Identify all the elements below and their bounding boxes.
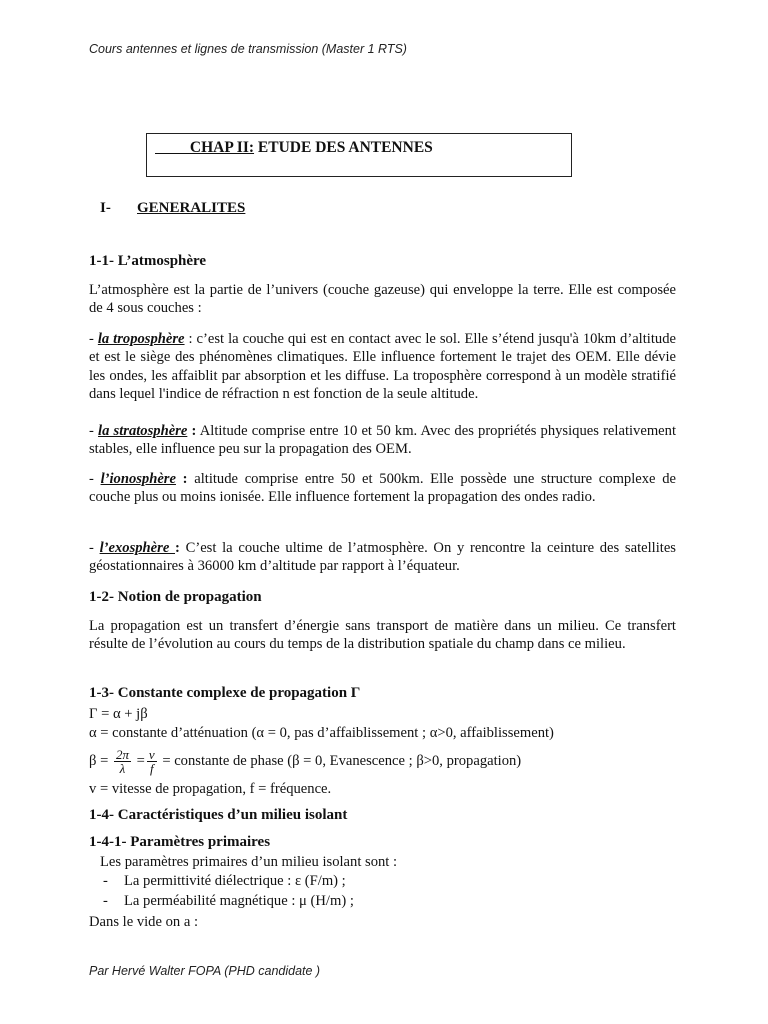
section-number: I- <box>100 200 111 216</box>
stratosphere-term: la stratosphère <box>98 423 188 439</box>
exosphere-text: C’est la couche ultime de l’atmosphère. On y rencontre la ceinture des satellites géostationnaires à 36000 km d’altitude par rapport à l’équateur. <box>89 540 676 575</box>
bullet-dash: - <box>103 873 108 889</box>
chapter-title <box>155 139 433 157</box>
ionosphere-paragraph: - l’ionosphère : altitude comprise entre 50 et 500km. Elle possède une structure complexe de couche plus ou moins ionisée. Elle influence fortement la propagation des ondes radio. <box>89 471 676 506</box>
equation-gamma: Γ = α + jβ <box>89 706 148 722</box>
fraction-v-f: $\frac{v}{f}$ <box>148 747 155 777</box>
equation-beta: β = $\frac{2\pi}{\lambda}$ = $\frac{v}{f}$ = constante de phase (β = 0, Evanescence ; β>0, propagation) <box>89 747 522 777</box>
troposphere-text: : c’est la couche qui est en contact avec le sol. Elle s’étend jusqu'à 10km d’altitude et est le siège des phénomènes climatiques. Elle influence fortement le trajet des OEM. Elle dévie les ondes, les affaiblit par absorption et les diffuse. La troposphère correspond à un modèle stratifié dans lequel l'indice de réfraction n est fonction de la seule altitude. <box>89 331 676 403</box>
subsection-title-1-4: 1-4- Caractéristiques d’un milieu isolant <box>89 807 348 823</box>
atmosphere-intro: L’atmosphère est la partie de l’univers (couche gazeuse) qui enveloppe la terre. Elle est composée de 4 sous couches : <box>89 282 676 317</box>
equation-alpha: α = constante d’atténuation (α = 0, pas d’affaiblissement ; α>0, affaiblissement) <box>89 725 554 741</box>
fraction-2pi-lambda: $\frac{2\pi}{\lambda}$ <box>115 747 129 777</box>
stratosphere-paragraph: - la stratosphère : Altitude comprise entre 10 et 50 km. Avec des propriétés physiques relativement stables, elle influence peu sur la propagation des OEM. <box>89 423 677 458</box>
list-item-permittivity: La permittivité diélectrique : ε (F/m) ; <box>124 873 346 889</box>
ionosphere-text: altitude comprise entre 50 et 500km. Elle possède une structure complexe de couche plus ou moins ionisée. Elle influence fortement la propagation des ondes radio. <box>89 471 676 506</box>
exosphere-paragraph: - l’exosphère : C’est la couche ultime de l’atmosphère. On y rencontre la ceinture des satellites géostationnaires à 36000 km d’altitude par rapport à l’équateur. <box>89 540 676 575</box>
exosphere-term: l’exosphère <box>99 540 176 556</box>
bullet-dash: - <box>103 893 108 909</box>
section-title: GENERALITES <box>137 200 246 216</box>
vacuum-line: Dans le vide on a : <box>89 914 199 930</box>
page-header: Cours antennes et lignes de transmission (Master 1 RTS) <box>89 42 407 56</box>
subsection-title-1-4-1: 1-4-1- Paramètres primaires <box>89 834 271 850</box>
subsection-title-1-3: 1-3- Constante complexe de propagation Γ <box>89 685 361 701</box>
chapter-title-underlined: CHAP II: <box>155 139 255 156</box>
troposphere-term: la troposphère <box>97 331 185 347</box>
chapter-title-box <box>146 133 572 177</box>
propagation-paragraph: La propagation est un transfert d’énergie sans transport de matière dans un milieu. Ce transfert résulte de l’évolution au cours du temps de la distribution spatiale du champ dans ce milieu. <box>89 618 676 653</box>
primary-params-intro: Les paramètres primaires d’un milieu isolant sont : <box>100 854 398 870</box>
list-item-permeability: La perméabilité magnétique : μ (H/m) ; <box>124 893 354 909</box>
subsection-title-1-1: 1-1- L’atmosphère <box>89 253 207 269</box>
subsection-title-1-2: 1-2- Notion de propagation <box>89 589 262 605</box>
equation-velocity: v = vitesse de propagation, f = fréquence. <box>89 781 332 797</box>
ionosphere-term: l’ionosphère <box>100 471 176 487</box>
stratosphere-text: Altitude comprise entre 10 et 50 km. Avec des propriétés physiques relativement stables, elle influence peu sur la propagation des OEM. <box>89 423 677 458</box>
page-footer: Par Hervé Walter FOPA (PHD candidate ) <box>89 964 321 978</box>
troposphere-paragraph: - la troposphère : c’est la couche qui est en contact avec le sol. Elle s’étend jusqu'à 10km d’altitude et est le siège des phénomènes climatiques. Elle influence fortement le trajet des OEM. Elle dévie les ondes, les affaiblit par absorption et les diffuse. La troposphère correspond à un modèle stratifié dans lequel l'indice de réfraction n est fonction de la seule altitude. <box>89 331 676 403</box>
chapter-title-rest: ETUDE DES ANTENNES <box>254 139 433 156</box>
